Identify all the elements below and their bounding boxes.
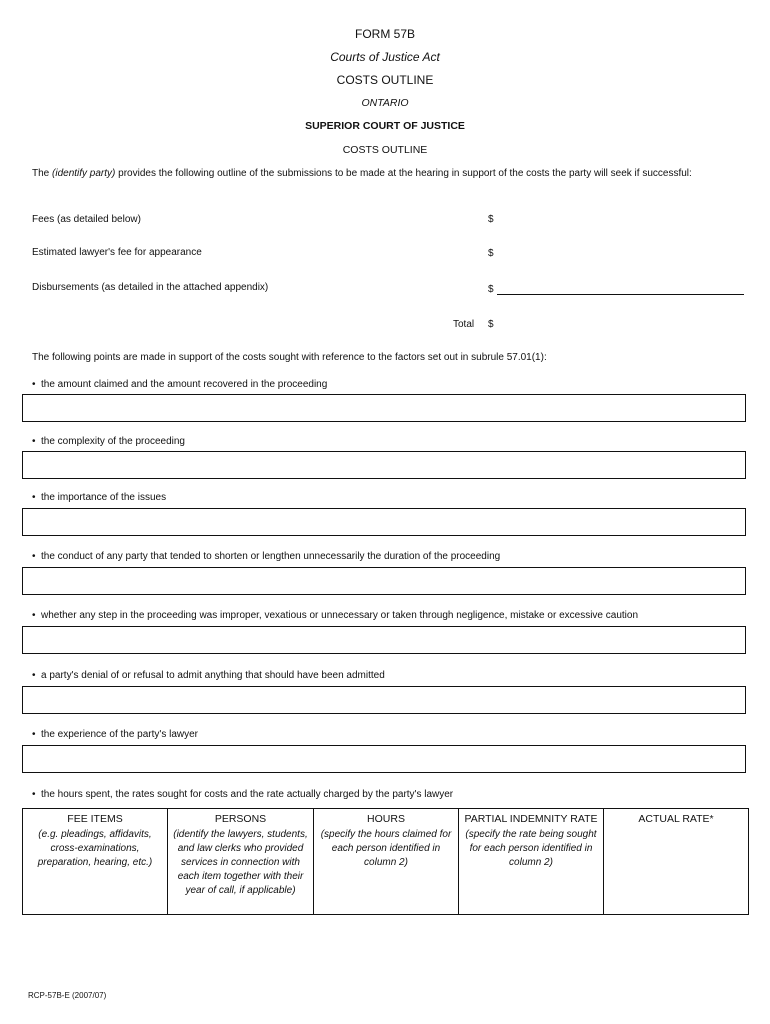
intro-text-after: provides the following outline of the submissions to be made at the hearing in support of the costs the party will seek if successful: <box>115 168 692 179</box>
bullet-icon: • <box>32 379 36 390</box>
total-dollar-sign: $ <box>488 319 494 330</box>
column-header: PERSONS <box>214 813 267 825</box>
bullet-icon: • <box>32 436 36 447</box>
factor-label: the complexity of the proceeding <box>41 436 185 447</box>
lawyer-fee-dollar-sign: $ <box>488 248 494 259</box>
column-note: (identify the lawyers, students, and law clerks who provided services in connection with each item together with their year of call, if applicable) <box>173 829 308 896</box>
act-title: Courts of Justice Act <box>330 50 440 64</box>
fees-label: Fees (as detailed below) <box>32 214 141 225</box>
column-header: FEE ITEMS <box>67 813 123 825</box>
court-name: SUPERIOR COURT OF JUSTICE <box>305 120 465 132</box>
total-amount-field[interactable] <box>497 317 744 331</box>
factor-improper-step-input[interactable] <box>22 626 746 654</box>
factor-experience <box>32 729 198 740</box>
fees-amount-field[interactable] <box>497 212 744 226</box>
factor-importance-input[interactable] <box>22 508 746 536</box>
factor-label: the conduct of any party that tended to shorten or lengthen unnecessarily the duration of the proceeding <box>41 551 501 562</box>
bullet-icon: • <box>32 670 36 681</box>
fee-table <box>22 808 749 915</box>
column-note: (specify the rate being sought for each person identified in column 2) <box>465 829 597 868</box>
column-header: ACTUAL RATE* <box>638 813 714 825</box>
factor-denial-input[interactable] <box>22 686 746 714</box>
province: ONTARIO <box>361 97 409 109</box>
factor-amount-claimed <box>32 379 327 390</box>
bullet-icon: • <box>32 729 36 740</box>
factors-intro: The following points are made in support of the costs sought with reference to the factors set out in subrule 57.01(1): <box>32 352 547 363</box>
factor-complexity-input[interactable] <box>22 451 746 479</box>
column-note: (specify the hours claimed for each person identified in column 2) <box>320 829 452 868</box>
bullet-icon: • <box>32 492 36 503</box>
disbursements-dollar-sign: $ <box>488 284 494 295</box>
factor-amount-claimed-input[interactable] <box>22 394 746 422</box>
identify-party-field[interactable]: (identify party) <box>52 168 116 179</box>
factor-conduct <box>32 551 500 562</box>
column-header: HOURS <box>367 813 405 825</box>
factor-label: the experience of the party's lawyer <box>41 729 198 740</box>
bullet-icon: • <box>32 610 36 621</box>
column-header: PARTIAL INDEMNITY RATE <box>464 813 598 825</box>
form-number: FORM 57B <box>354 27 415 41</box>
factor-label: the amount claimed and the amount recovered in the proceeding <box>41 379 328 390</box>
factor-importance <box>32 492 166 503</box>
intro-text-before: The <box>32 168 53 179</box>
lawyer-fee-amount-field[interactable] <box>497 246 744 260</box>
persons-column[interactable] <box>168 809 314 915</box>
document-title: COSTS OUTLINE <box>342 144 428 156</box>
fee-items-column[interactable] <box>23 809 168 915</box>
disbursements-amount-field[interactable] <box>497 282 744 295</box>
factor-improper-step <box>32 610 638 621</box>
table-row <box>23 809 749 915</box>
fees-dollar-sign: $ <box>488 214 494 225</box>
bullet-icon: • <box>32 789 36 800</box>
factor-label: the hours spent, the rates sought for costs and the rate actually charged by the party's lawyer <box>41 789 454 800</box>
factor-label: whether any step in the proceeding was improper, vexatious or unnecessary or taken through negligence, mistake or excessive caution <box>41 610 639 621</box>
actual-rate-column[interactable] <box>604 809 749 915</box>
disbursements-label: Disbursements (as detailed in the attached appendix) <box>32 282 269 293</box>
intro-paragraph <box>32 167 732 180</box>
hours-column[interactable] <box>314 809 459 915</box>
column-note: (e.g. pleadings, affidavits, cross-examinations, preparation, hearing, etc.) <box>37 829 153 868</box>
factor-experience-input[interactable] <box>22 745 746 773</box>
form-code: RCP-57B-E (2007/07) <box>28 991 107 1000</box>
factor-label: a party's denial of or refusal to admit anything that should have been admitted <box>41 670 385 681</box>
factor-conduct-input[interactable] <box>22 567 746 595</box>
factor-label: the importance of the issues <box>41 492 167 503</box>
factor-complexity <box>32 436 185 447</box>
factor-hours-rates <box>32 789 453 800</box>
form-title: COSTS OUTLINE <box>336 73 434 87</box>
lawyer-fee-label: Estimated lawyer's fee for appearance <box>32 247 202 258</box>
partial-indemnity-rate-column[interactable] <box>459 809 604 915</box>
total-label: Total <box>453 319 475 330</box>
factor-denial <box>32 670 385 681</box>
bullet-icon: • <box>32 551 36 562</box>
